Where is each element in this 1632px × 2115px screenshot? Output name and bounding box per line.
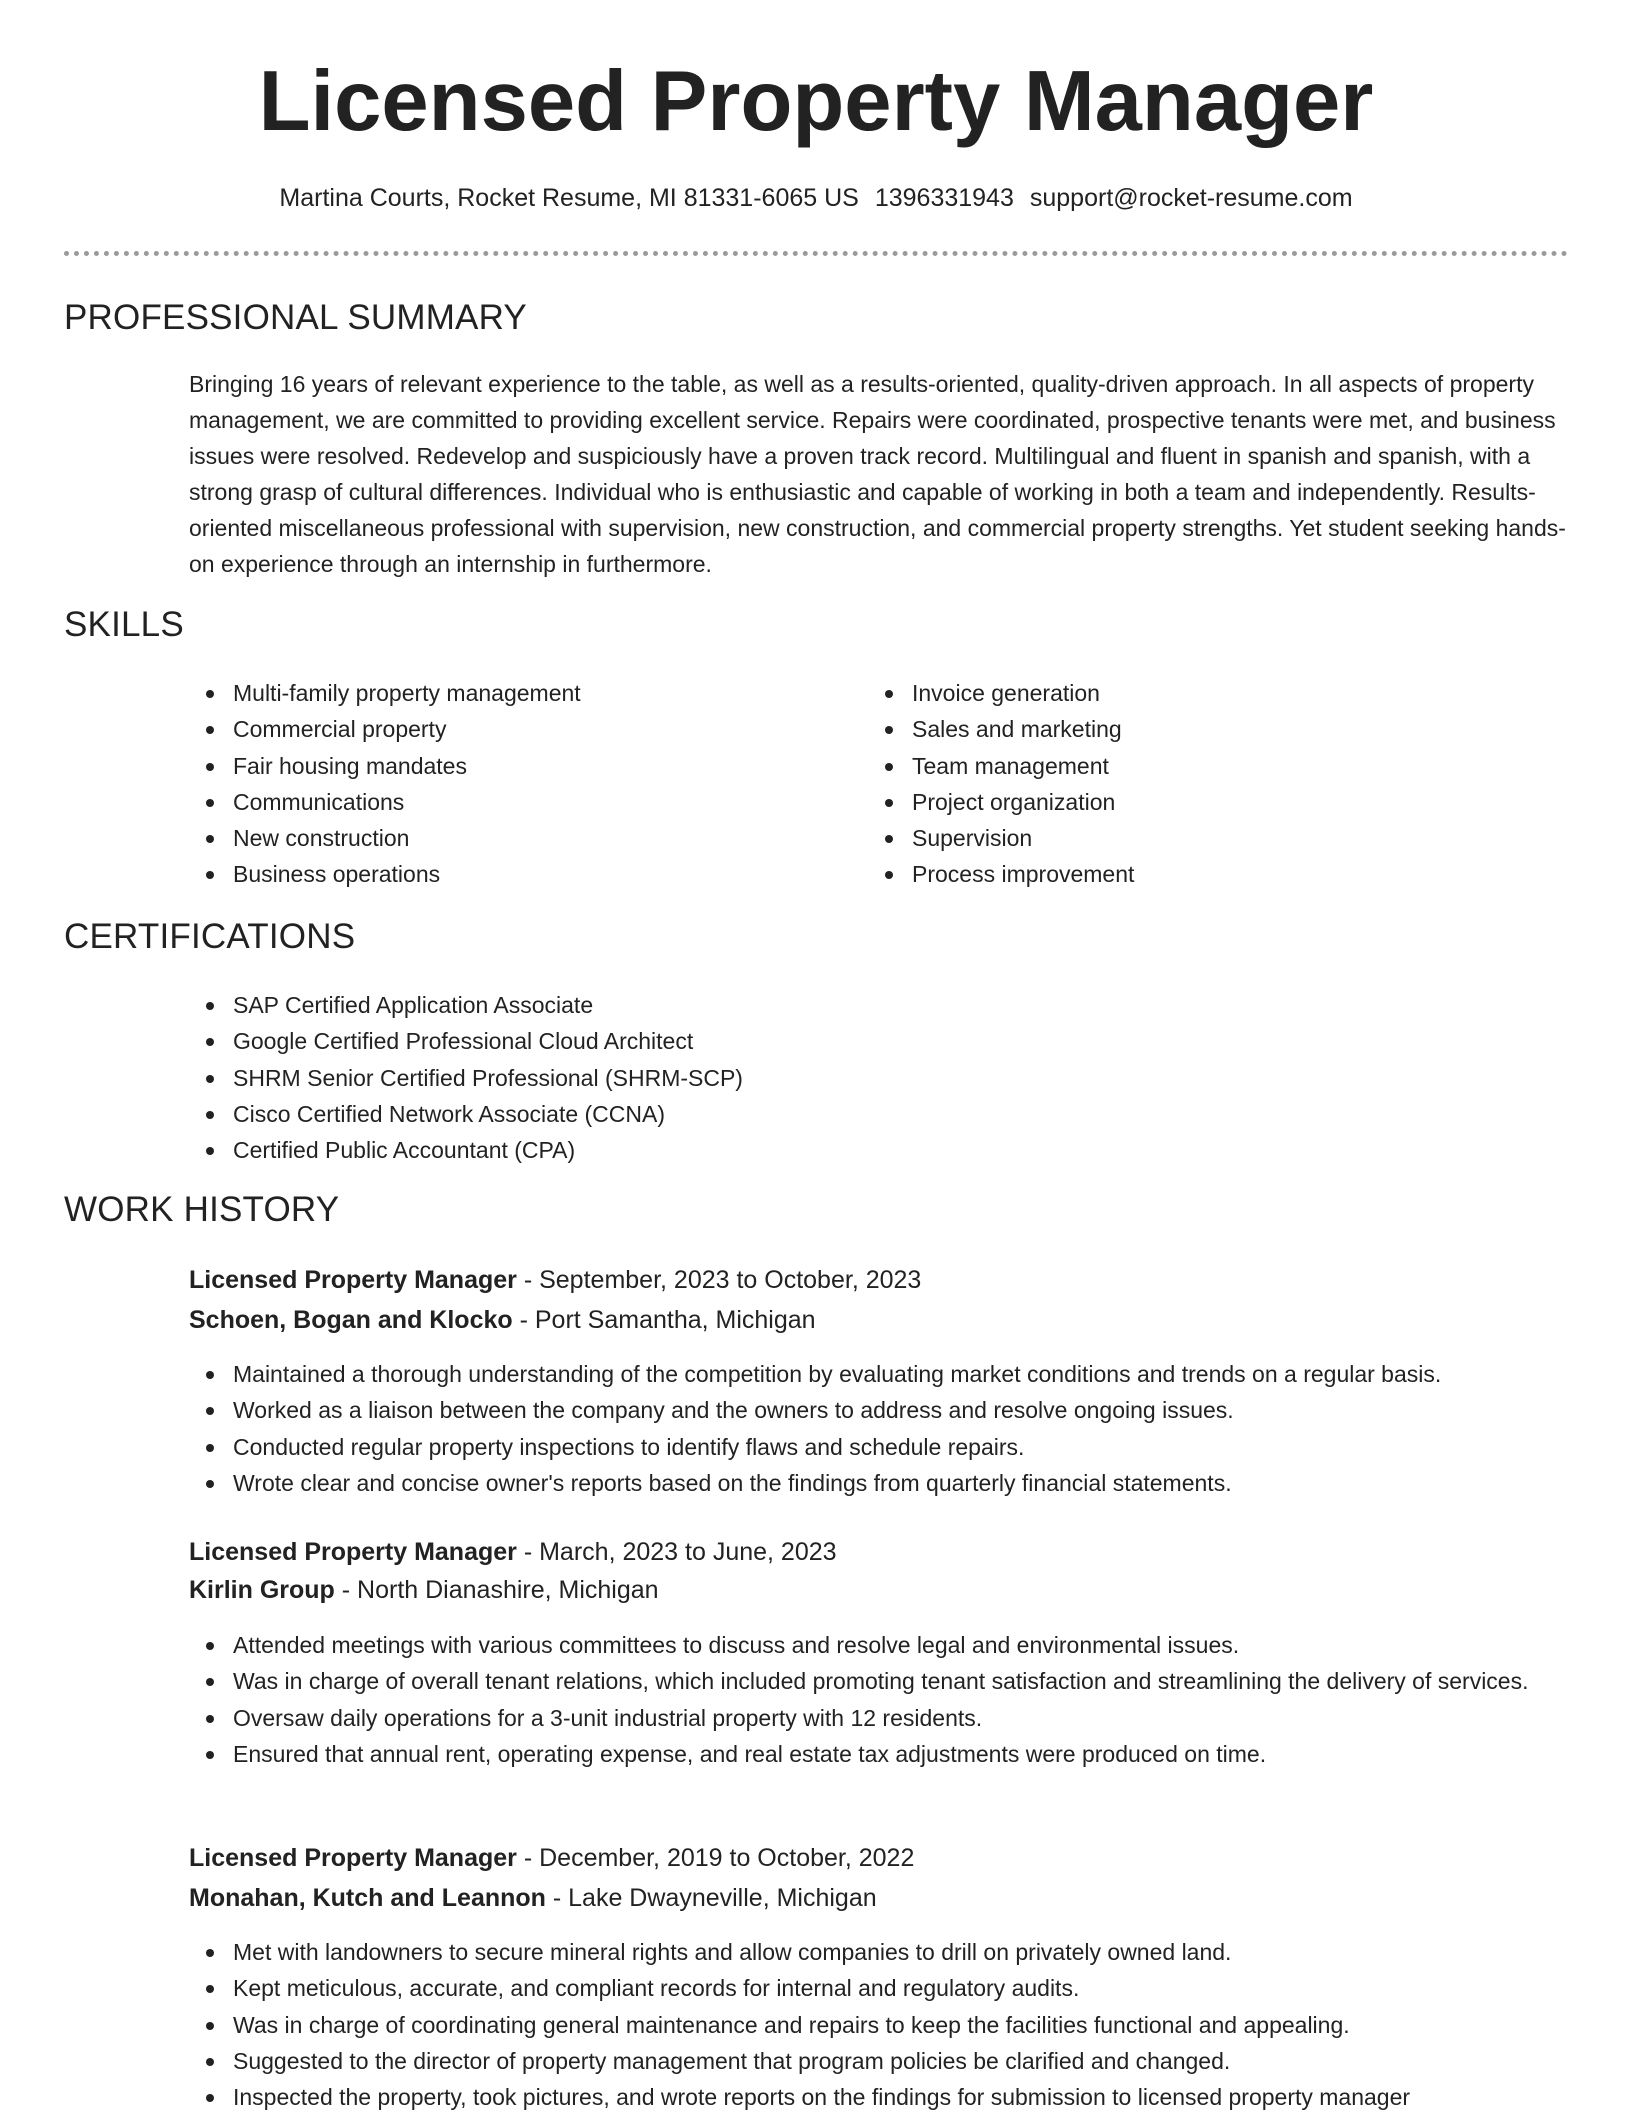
list-item: New construction bbox=[189, 820, 829, 856]
job-dates: - March, 2023 to June, 2023 bbox=[516, 1538, 837, 1566]
list-item: Project organization bbox=[868, 784, 1508, 820]
job-role: Licensed Property Manager bbox=[189, 1538, 517, 1566]
job-title-line bbox=[189, 1532, 837, 1572]
job-company: Schoen, Bogan and Klocko bbox=[189, 1306, 513, 1334]
contact-line bbox=[0, 180, 1632, 216]
list-item: Was in charge of coordinating general maintenance and repairs to keep the facilities functional and appealing. bbox=[189, 2007, 1569, 2043]
list-item: Cisco Certified Network Associate (CCNA) bbox=[189, 1096, 1569, 1132]
job-location: - North Dianashire, Michigan bbox=[334, 1576, 659, 1604]
job-duties-list bbox=[189, 1627, 1569, 1772]
job-title-line bbox=[189, 1838, 914, 1878]
skills-list-right bbox=[868, 675, 1508, 893]
list-item: Suggested to the director of property management that program policies be clarified and changed. bbox=[189, 2043, 1569, 2079]
list-item: Inspected the property, took pictures, and wrote reports on the findings for submission to licensed property manager bbox=[189, 2079, 1569, 2115]
job-duties-list bbox=[189, 1356, 1569, 1501]
job-dates: - September, 2023 to October, 2023 bbox=[516, 1266, 922, 1294]
job-location: - Lake Dwayneville, Michigan bbox=[545, 1884, 877, 1912]
list-item: Supervision bbox=[868, 820, 1508, 856]
header-divider bbox=[64, 251, 1568, 256]
list-item: Fair housing mandates bbox=[189, 748, 829, 784]
job-role: Licensed Property Manager bbox=[189, 1266, 517, 1294]
summary-heading: PROFESSIONAL SUMMARY bbox=[64, 298, 527, 337]
contact-email: support@rocket-resume.com bbox=[1029, 184, 1353, 212]
job-company-line bbox=[189, 1570, 659, 1610]
list-item: Sales and marketing bbox=[868, 711, 1508, 747]
job-role: Licensed Property Manager bbox=[189, 1844, 517, 1872]
certifications-heading: CERTIFICATIONS bbox=[64, 917, 356, 956]
job-company: Monahan, Kutch and Leannon bbox=[189, 1884, 546, 1912]
list-item: Conducted regular property inspections to identify flaws and schedule repairs. bbox=[189, 1429, 1569, 1465]
list-item: Was in charge of overall tenant relations, which included promoting tenant satisfaction and streamlining the delivery of services. bbox=[189, 1663, 1569, 1699]
list-item: Certified Public Accountant (CPA) bbox=[189, 1132, 1569, 1168]
job-company-line bbox=[189, 1300, 816, 1340]
list-item: Kept meticulous, accurate, and compliant records for internal and regulatory audits. bbox=[189, 1970, 1569, 2006]
list-item: SAP Certified Application Associate bbox=[189, 987, 1569, 1023]
contact-address: Martina Courts, Rocket Resume, MI 81331-6065 US bbox=[279, 184, 859, 212]
certifications-list bbox=[189, 987, 1569, 1168]
list-item: Business operations bbox=[189, 856, 829, 892]
page-title: Licensed Property Manager bbox=[258, 54, 1374, 149]
list-item: SHRM Senior Certified Professional (SHRM-SCP) bbox=[189, 1060, 1569, 1096]
list-item: Multi-family property management bbox=[189, 675, 829, 711]
work-history-heading: WORK HISTORY bbox=[64, 1190, 340, 1229]
job-company-line bbox=[189, 1878, 877, 1918]
list-item: Invoice generation bbox=[868, 675, 1508, 711]
list-item: Process improvement bbox=[868, 856, 1508, 892]
job-location: - Port Samantha, Michigan bbox=[512, 1306, 816, 1334]
job-title-line bbox=[189, 1260, 921, 1300]
job-dates: - December, 2019 to October, 2022 bbox=[516, 1844, 915, 1872]
contact-phone: 1396331943 bbox=[874, 184, 1014, 212]
summary-text: Bringing 16 years of relevant experience to the table, as well as a results-oriented, quality-driven approach. In all aspects of property management, we are committed to providing excellent service. Repairs were coordinated, prospective tenants were met, and business issues were resolved. Redevelop and suspiciously have a proven track record. Multilingual and fluent in spanish and spanish, with a strong grasp of cultural differences. Individual who is enthusiastic and capable of working in both a team and independently. Results-oriented miscellaneous professional with supervision, new construction, and commercial property strengths. Yet student seeking hands-on experience through an internship in furthermore. bbox=[189, 371, 1566, 577]
list-item: Commercial property bbox=[189, 711, 829, 747]
list-item: Team management bbox=[868, 748, 1508, 784]
list-item: Met with landowners to secure mineral rights and allow companies to drill on privately owned land. bbox=[189, 1934, 1569, 1970]
skills-list-left bbox=[189, 675, 829, 893]
list-item: Attended meetings with various committees to discuss and resolve legal and environmental issues. bbox=[189, 1627, 1569, 1663]
list-item: Oversaw daily operations for a 3-unit industrial property with 12 residents. bbox=[189, 1700, 1569, 1736]
job-company: Kirlin Group bbox=[189, 1576, 335, 1604]
list-item: Ensured that annual rent, operating expense, and real estate tax adjustments were produced on time. bbox=[189, 1736, 1569, 1772]
job-duties-list bbox=[189, 1934, 1569, 2115]
list-item: Wrote clear and concise owner's reports based on the findings from quarterly financial statements. bbox=[189, 1465, 1569, 1501]
list-item: Communications bbox=[189, 784, 829, 820]
skills-heading: SKILLS bbox=[64, 605, 184, 644]
list-item: Google Certified Professional Cloud Architect bbox=[189, 1023, 1569, 1059]
list-item: Worked as a liaison between the company and the owners to address and resolve ongoing issues. bbox=[189, 1392, 1569, 1428]
list-item: Maintained a thorough understanding of the competition by evaluating market conditions and trends on a regular basis. bbox=[189, 1356, 1569, 1392]
